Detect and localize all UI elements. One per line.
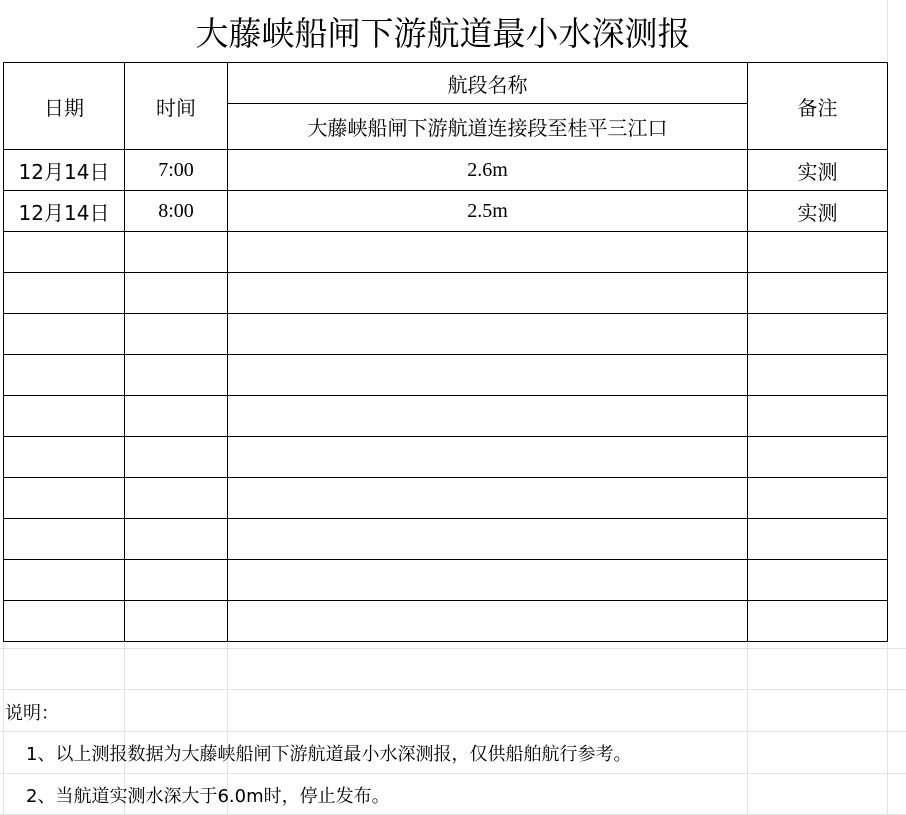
cell-remark xyxy=(748,560,888,601)
cell-remark xyxy=(748,355,888,396)
cell-time: 8:00 xyxy=(125,191,228,232)
header-section-name: 航段名称 xyxy=(228,63,748,104)
note-item-2: 2、当航道实测水深大于6.0m时，停止发布。 xyxy=(26,786,390,807)
sheet-gridline xyxy=(0,731,906,732)
cell-remark: 实测 xyxy=(748,191,888,232)
cell-remark xyxy=(748,601,888,642)
cell-date xyxy=(4,560,125,601)
table-row xyxy=(4,314,888,355)
cell-depth xyxy=(228,560,748,601)
header-date: 日期 xyxy=(4,63,125,150)
table-row xyxy=(4,273,888,314)
depth-report-table xyxy=(3,62,888,642)
cell-time xyxy=(125,396,228,437)
cell-time xyxy=(125,232,228,273)
cell-date xyxy=(4,355,125,396)
sheet-gridline xyxy=(0,773,906,774)
cell-date: 12月14日 xyxy=(4,150,125,191)
cell-time xyxy=(125,519,228,560)
sheet-gridline xyxy=(0,689,906,690)
cell-date xyxy=(4,314,125,355)
cell-time xyxy=(125,437,228,478)
header-remark: 备注 xyxy=(748,63,888,150)
cell-remark xyxy=(748,437,888,478)
cell-time xyxy=(125,355,228,396)
cell-date xyxy=(4,519,125,560)
cell-depth xyxy=(228,232,748,273)
cell-time xyxy=(125,478,228,519)
table-row xyxy=(4,560,888,601)
cell-depth xyxy=(228,478,748,519)
cell-depth: 2.5m xyxy=(228,191,748,232)
cell-time xyxy=(125,314,228,355)
cell-remark xyxy=(748,273,888,314)
cell-depth xyxy=(228,273,748,314)
cell-remark: 实测 xyxy=(748,150,888,191)
cell-depth xyxy=(228,519,748,560)
cell-depth xyxy=(228,437,748,478)
cell-remark xyxy=(748,314,888,355)
table-row xyxy=(4,437,888,478)
cell-depth xyxy=(228,396,748,437)
table-row xyxy=(4,355,888,396)
cell-date xyxy=(4,396,125,437)
cell-depth xyxy=(228,601,748,642)
report-title: 大藤峡船闸下游航道最小水深测报 xyxy=(0,0,886,62)
header-section-value: 大藤峡船闸下游航道连接段至桂平三江口 xyxy=(228,104,748,150)
cell-date xyxy=(4,478,125,519)
cell-remark xyxy=(748,519,888,560)
table-row xyxy=(4,232,888,273)
table-row xyxy=(4,478,888,519)
cell-time xyxy=(125,601,228,642)
table-row xyxy=(4,601,888,642)
table-row xyxy=(4,191,888,232)
cell-date xyxy=(4,437,125,478)
cell-date xyxy=(4,601,125,642)
cell-depth: 2.6m xyxy=(228,150,748,191)
cell-remark xyxy=(748,478,888,519)
cell-remark xyxy=(748,232,888,273)
cell-time: 7:00 xyxy=(125,150,228,191)
header-time: 时间 xyxy=(125,63,228,150)
table-row xyxy=(4,396,888,437)
cell-date xyxy=(4,232,125,273)
cell-depth xyxy=(228,314,748,355)
sheet-gridline xyxy=(0,648,906,649)
cell-depth xyxy=(228,355,748,396)
cell-date xyxy=(4,273,125,314)
cell-remark xyxy=(748,396,888,437)
table-row xyxy=(4,150,888,191)
cell-time xyxy=(125,273,228,314)
cell-time xyxy=(125,560,228,601)
cell-date: 12月14日 xyxy=(4,191,125,232)
note-item-1: 1、以上测报数据为大藤峡船闸下游航道最小水深测报，仅供船舶航行参考。 xyxy=(26,744,632,765)
table-row xyxy=(4,519,888,560)
notes-label: 说明： xyxy=(5,697,59,727)
